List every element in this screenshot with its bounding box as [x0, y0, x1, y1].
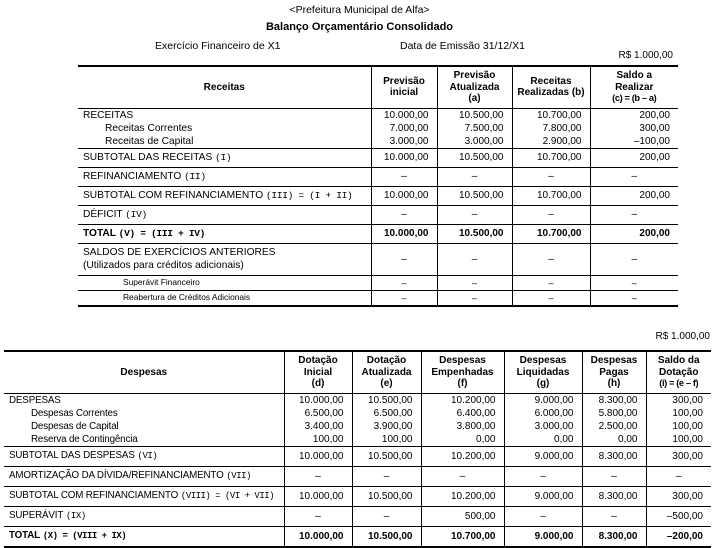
value-cell: 10.700,00 [512, 108, 590, 122]
row-label [4, 486, 284, 506]
column-header [371, 66, 437, 108]
column-header-line: Liquidadas [516, 366, 570, 378]
column-header-line: Despesas [439, 355, 486, 366]
row-label [78, 186, 371, 205]
value-cell: – [352, 506, 421, 526]
column-header-line: Saldo da [657, 355, 700, 366]
row-label [4, 526, 284, 547]
row-sublabel: (Utilizados para créditos adicionais) [83, 260, 244, 271]
row-label-text: SUBTOTAL COM REFINANCIAMENTO [9, 490, 179, 501]
table-row [78, 108, 678, 122]
value-cell: 10.500,00 [437, 224, 512, 243]
column-header-line: (i) = (e – f) [659, 378, 699, 388]
table-row [78, 148, 678, 167]
row-formula: (V) = (III + IV) [118, 228, 206, 239]
column-header-line: Previsão [453, 70, 496, 81]
value-cell: –100,00 [590, 135, 678, 149]
column-header-line: (a) [468, 93, 481, 104]
row-label [78, 122, 371, 135]
value-cell: – [504, 506, 582, 526]
row-label [4, 466, 284, 486]
value-cell: 10.000,00 [371, 224, 437, 243]
row-label [4, 506, 284, 526]
value-cell: 8.300,00 [582, 486, 646, 506]
value-cell: 0,00 [421, 433, 504, 447]
value-cell: 10.000,00 [284, 526, 352, 547]
value-cell: – [590, 275, 678, 290]
row-label [78, 290, 371, 306]
table-row [4, 446, 711, 466]
value-cell: 200,00 [590, 108, 678, 122]
row-label [78, 135, 371, 149]
value-cell: 9.000,00 [504, 486, 582, 506]
row-label [4, 420, 284, 433]
row-label-text: SUBTOTAL DAS DESPESAS [9, 450, 135, 461]
column-header-line: (c) = (b – a) [612, 93, 657, 103]
column-header-line: Realizar [615, 81, 654, 93]
value-cell: – [352, 466, 421, 486]
value-cell: 10.000,00 [371, 148, 437, 167]
value-cell: 300,00 [646, 393, 711, 407]
table-row [78, 290, 678, 306]
value-cell: – [582, 506, 646, 526]
column-header-line: (d) [311, 378, 325, 389]
row-label [78, 167, 371, 186]
despesas-table [4, 350, 711, 548]
value-cell: – [646, 466, 711, 486]
value-cell: 3.900,00 [352, 420, 421, 433]
value-cell: 100,00 [646, 433, 711, 447]
row-label [78, 205, 371, 224]
value-cell: 300,00 [646, 486, 711, 506]
value-cell: 3.400,00 [284, 420, 352, 433]
value-cell: 3.000,00 [504, 420, 582, 433]
value-cell: – [512, 167, 590, 186]
value-cell: 10.700,00 [512, 186, 590, 205]
receitas-table [78, 65, 678, 307]
column-header: Receitas [203, 81, 245, 93]
row-label-text: AMORTIZAÇÃO DA DÍVIDA/REFINANCIAMENTO [9, 470, 224, 481]
value-cell: – [284, 506, 352, 526]
value-cell: – [437, 205, 512, 224]
row-formula: (I) [215, 152, 232, 163]
value-cell: – [512, 205, 590, 224]
fiscal-year-label: Exercício Financeiro de X1 [155, 40, 281, 52]
value-cell: – [437, 167, 512, 186]
row-label [4, 433, 284, 447]
value-cell: 5.800,00 [582, 407, 646, 420]
column-header-line: Despesas [590, 355, 638, 366]
value-cell: 200,00 [590, 148, 678, 167]
value-cell: 100,00 [352, 433, 421, 447]
row-label-text: SUBTOTAL DAS RECEITAS [83, 152, 213, 163]
value-cell: – [582, 466, 646, 486]
value-cell: 10.200,00 [421, 393, 504, 407]
row-label-text: TOTAL [83, 228, 116, 239]
value-cell: 10.500,00 [352, 446, 421, 466]
value-cell: – [437, 290, 512, 306]
value-cell: 3.800,00 [421, 420, 504, 433]
table-row [4, 526, 711, 547]
value-cell: 100,00 [646, 407, 711, 420]
value-cell: 10.000,00 [284, 486, 352, 506]
value-cell: 10.700,00 [512, 148, 590, 167]
header-row [78, 66, 678, 108]
row-label [78, 148, 371, 167]
column-header-line: Atualizada [361, 366, 412, 378]
value-cell: 2.900,00 [512, 135, 590, 149]
table-row [78, 243, 678, 275]
row-label-text: SUBTOTAL COM REFINANCIAMENTO [83, 190, 264, 201]
despesas-table-body [4, 393, 711, 547]
value-cell: 10.000,00 [371, 186, 437, 205]
table-row [78, 186, 678, 205]
column-header [590, 66, 678, 108]
value-cell: – [371, 275, 437, 290]
value-cell: 10.000,00 [284, 393, 352, 407]
row-formula: (IX) [66, 511, 86, 521]
value-cell: 6.400,00 [421, 407, 504, 420]
receitas-table-header [78, 66, 678, 108]
row-label [78, 224, 371, 243]
table-row [4, 506, 711, 526]
value-cell: 10.500,00 [352, 526, 421, 547]
column-header-line: Atualizada [449, 81, 500, 93]
column-header-line: Dotação [298, 355, 338, 366]
column-header-line: Saldo a [616, 70, 653, 81]
value-cell: – [284, 466, 352, 486]
column-header-line: Dotação [366, 355, 407, 366]
report-title: Balanço Orçamentário Consolidado [265, 21, 454, 33]
column-header-line: (g) [536, 378, 550, 389]
value-cell: 0,00 [582, 433, 646, 447]
column-header-line: Realizadas (b) [517, 87, 585, 99]
row-label [78, 108, 371, 122]
row-label-text: Superávit Financeiro [123, 277, 200, 287]
value-cell: – [512, 275, 590, 290]
column-header-line: Dotação [659, 366, 699, 378]
row-label-text: Despesas de Capital [31, 420, 119, 432]
value-cell: 10.700,00 [512, 224, 590, 243]
row-label-text: Reabertura de Créditos Adicionais [123, 292, 251, 302]
value-cell: – [590, 243, 678, 275]
row-formula: (III) = (I + II) [266, 190, 353, 201]
row-formula: (VI) [137, 451, 158, 461]
org-name: <Prefeitura Municipal de Alfa> [289, 4, 430, 16]
value-cell: 9.000,00 [504, 526, 582, 547]
row-label [4, 407, 284, 420]
value-cell: 10.700,00 [421, 526, 504, 547]
value-cell: – [371, 290, 437, 306]
value-cell: 10.200,00 [421, 446, 504, 466]
value-cell: 6.000,00 [504, 407, 582, 420]
table-row [78, 275, 678, 290]
column-header-line: (h) [607, 378, 621, 389]
column-header-line: Empenhadas [431, 366, 494, 378]
row-label-text: Reserva de Contingência [31, 433, 138, 445]
value-cell: 100,00 [284, 433, 352, 447]
column-header-line: Receitas [530, 75, 572, 87]
table-row [4, 466, 711, 486]
table-row [4, 433, 711, 447]
column-header-line: Inicial [303, 366, 333, 378]
column-header-line: Previsão [383, 75, 425, 87]
column-header-line: (e) [380, 378, 393, 389]
table-row [4, 420, 711, 433]
value-cell: 9.000,00 [504, 393, 582, 407]
column-header [512, 66, 590, 108]
row-formula: (IV) [125, 209, 147, 220]
value-cell: – [437, 243, 512, 275]
row-formula: (VII) [226, 471, 251, 481]
value-cell: 10.500,00 [437, 148, 512, 167]
header-row [4, 351, 711, 393]
table-row [78, 224, 678, 243]
emission-date-label: Data de Emissão 31/12/X1 [400, 40, 525, 52]
value-cell: – [512, 290, 590, 306]
value-cell: 2.500,00 [582, 420, 646, 433]
value-cell: 7.800,00 [512, 122, 590, 135]
table-row [4, 393, 711, 407]
table-row [78, 167, 678, 186]
value-cell: 200,00 [590, 224, 678, 243]
row-label-text: SALDOS DE EXERCÍCIOS ANTERIORES [83, 247, 276, 258]
value-cell: – [371, 167, 437, 186]
value-cell: 0,00 [504, 433, 582, 447]
row-label [4, 393, 284, 407]
value-cell: 3.000,00 [371, 135, 437, 149]
value-cell: – [590, 205, 678, 224]
value-cell: 9.000,00 [504, 446, 582, 466]
table-row [4, 407, 711, 420]
column-header [582, 351, 646, 393]
value-cell: – [504, 466, 582, 486]
column-header-line: (f) [457, 378, 468, 389]
column-header [284, 351, 352, 393]
column-header [352, 351, 421, 393]
value-cell: 10.500,00 [352, 393, 421, 407]
value-cell: 300,00 [590, 122, 678, 135]
value-cell: –200,00 [646, 526, 711, 547]
value-cell: – [371, 243, 437, 275]
value-cell: 10.200,00 [421, 486, 504, 506]
value-cell: 3.000,00 [437, 135, 512, 149]
row-formula: (VIII) = (VI + VII) [180, 491, 275, 501]
column-header [504, 351, 582, 393]
column-header-line: Pagas [599, 366, 629, 378]
column-header: Despesas [120, 366, 168, 378]
column-header-line: Despesas [519, 355, 567, 366]
row-label-text: DÉFICIT [83, 209, 123, 220]
value-cell: 7.500,00 [437, 122, 512, 135]
value-cell: 100,00 [646, 420, 711, 433]
row-label-text: TOTAL [9, 530, 40, 541]
value-cell: 10.500,00 [437, 108, 512, 122]
value-cell: 8.300,00 [582, 446, 646, 466]
value-cell: 6.500,00 [284, 407, 352, 420]
row-label-text: SUPERÁVIT [9, 510, 64, 521]
row-label [78, 243, 371, 275]
value-cell: – [437, 275, 512, 290]
row-label-text: REFINANCIAMENTO [83, 171, 182, 182]
table-row [78, 135, 678, 149]
column-header-line: inicial [389, 87, 419, 99]
value-cell: 10.000,00 [284, 446, 352, 466]
row-label-text: Receitas de Capital [105, 135, 194, 147]
value-cell: 10.500,00 [437, 186, 512, 205]
value-cell: 500,00 [421, 506, 504, 526]
value-cell: 6.500,00 [352, 407, 421, 420]
receitas-table-body [78, 108, 678, 306]
currency-unit-note: R$ 1.000,00 [618, 50, 673, 61]
column-header [421, 351, 504, 393]
value-cell: –500,00 [646, 506, 711, 526]
row-formula: (II) [184, 171, 206, 182]
table-row [4, 486, 711, 506]
value-cell: – [590, 167, 678, 186]
column-header [437, 66, 512, 108]
value-cell: – [421, 466, 504, 486]
column-header [646, 351, 711, 393]
row-label-text: DESPESAS [9, 394, 61, 406]
value-cell: 300,00 [646, 446, 711, 466]
table-row [78, 122, 678, 135]
row-label-text: Despesas Correntes [31, 407, 118, 419]
value-cell: 200,00 [590, 186, 678, 205]
value-cell: – [590, 290, 678, 306]
row-formula: (X) = (VIII + IX) [42, 531, 127, 541]
table-row [78, 205, 678, 224]
value-cell: 10.500,00 [352, 486, 421, 506]
value-cell: – [371, 205, 437, 224]
value-cell: – [512, 243, 590, 275]
row-label-text: RECEITAS [83, 109, 134, 121]
despesas-table-header [4, 351, 711, 393]
row-label-text: Receitas Correntes [105, 122, 193, 134]
currency-unit-note: R$ 1.000,00 [655, 331, 710, 342]
row-label [78, 275, 371, 290]
value-cell: 8.300,00 [582, 393, 646, 407]
value-cell: 8.300,00 [582, 526, 646, 547]
value-cell: 7.000,00 [371, 122, 437, 135]
row-label [4, 446, 284, 466]
value-cell: 10.000,00 [371, 108, 437, 122]
